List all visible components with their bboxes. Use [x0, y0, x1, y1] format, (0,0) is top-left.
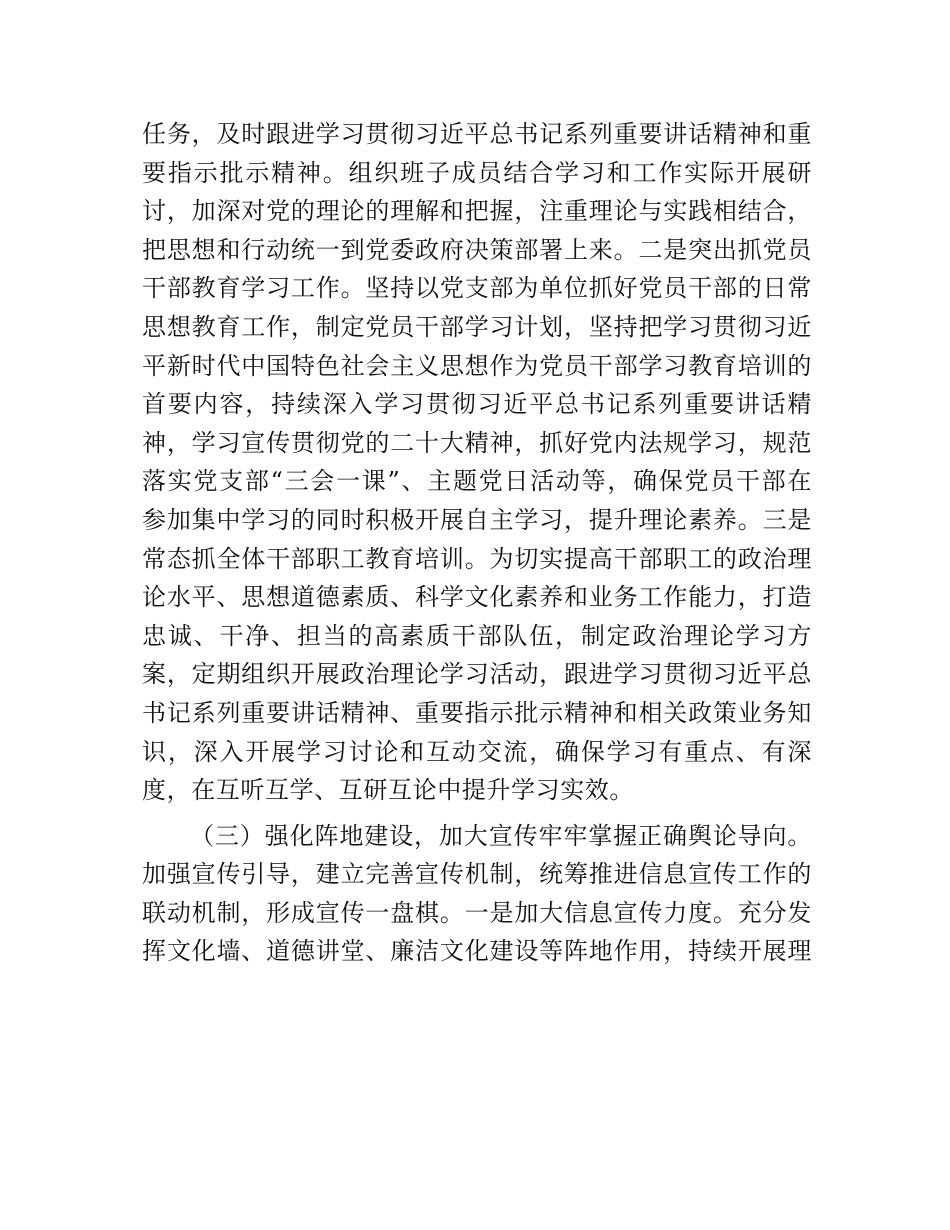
text-line: 案，定期组织开展政治理论学习活动，跟进学习贯彻习近平总: [142, 660, 812, 689]
text-line: 书记系列重要讲话精神、重要指示批示精神和相关政策业务知: [142, 698, 812, 727]
text-line: 论水平、思想道德素质、科学文化素养和业务工作能力，打造: [142, 583, 812, 612]
text-line: 加强宣传引导，建立完善宣传机制，统筹推进信息宣传工作的: [142, 860, 812, 889]
text-line: 讨，加深对党的理论的理解和把握，注重理论与实践相结合，: [142, 197, 812, 226]
section-heading-line: （三）强化阵地建设，加大宣传牢牢掌握正确舆论导向。: [190, 821, 812, 850]
text-line: 首要内容，持续深入学习贯彻习近平总书记系列重要讲话精: [142, 390, 812, 419]
text-line: 思想教育工作，制定党员干部学习计划，坚持把学习贯彻习近: [142, 312, 812, 341]
text-line: 要指示批示精神。组织班子成员结合学习和工作实际开展研: [142, 158, 812, 187]
text-line: 神，学习宣传贯彻党的二十大精神，抓好党内法规学习，规范: [142, 428, 812, 457]
text-line: 常态抓全体干部职工教育培训。为切实提高干部职工的政治理: [142, 544, 812, 573]
text-line: 把思想和行动统一到党委政府决策部署上来。二是突出抓党员: [142, 235, 812, 264]
text-line: 忠诚、干净、担当的高素质干部队伍，制定政治理论学习方: [142, 621, 812, 650]
text-line: 挥文化墙、道德讲堂、廉洁文化建设等阵地作用，持续开展理: [142, 937, 812, 966]
text-line: 任务，及时跟进学习贯彻习近平总书记系列重要讲话精神和重: [142, 120, 812, 148]
text-line: 识，深入开展学习讨论和互动交流，确保学习有重点、有深: [142, 737, 812, 766]
text-line: 参加集中学习的同时积极开展自主学习，提升理论素养。三是: [142, 505, 812, 534]
text-line: 落实党支部“三会一课”、主题党日活动等，确保党员干部在: [142, 467, 812, 496]
document-body: [142, 115, 812, 971]
text-line: 度，在互听互学、互研互论中提升学习实效。: [142, 776, 634, 805]
text-line: 干部教育学习工作。坚持以党支部为单位抓好党员干部的日常: [142, 274, 812, 303]
text-line: 联动机制，形成宣传一盘棋。一是加大信息宣传力度。充分发: [142, 898, 812, 927]
paragraph-spacer: [142, 810, 812, 817]
text-line: 平新时代中国特色社会主义思想作为党员干部学习教育培训的: [142, 351, 812, 380]
paragraph-1: [142, 115, 812, 810]
paragraph-2: [142, 817, 812, 971]
